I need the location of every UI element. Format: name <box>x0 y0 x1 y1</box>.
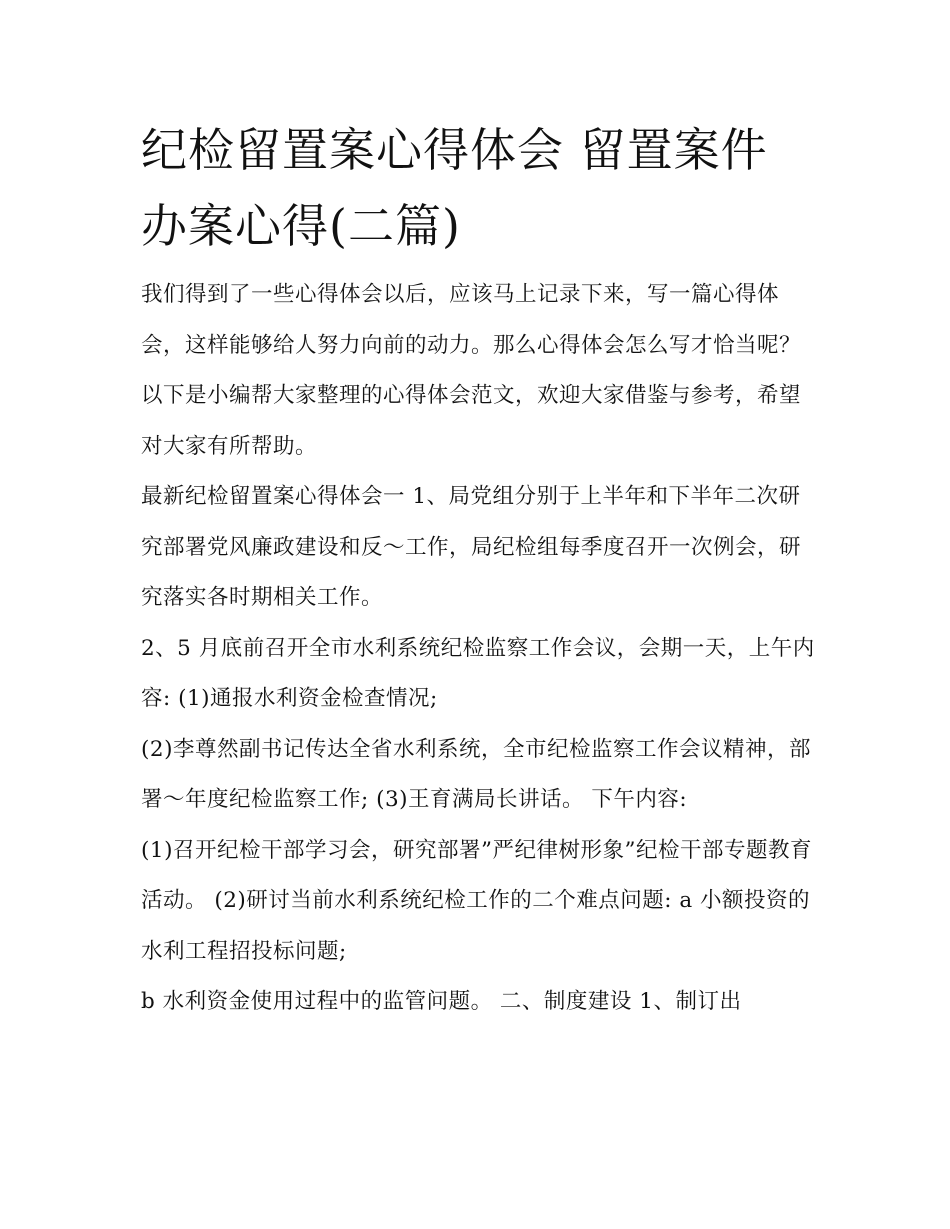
paragraph-afternoon-agenda: (1)召开纪检干部学习会，研究部署”严纪律树形象”纪检干部专题教育活动。 (2)研讨当前水利系统纪检工作的二个难点问题: a 小额投资的水利工程招投标问题; <box>141 837 812 964</box>
paragraph-intro: 我们得到了一些心得体会以后，应该马上记录下来，写一篇心得体会，这样能够给人努力向前的动力。那么心得体会怎么写才恰当呢？以下是小编帮大家整理的心得体会范文，欢迎大家借鉴与参考，希望对大家有所帮助。 <box>141 282 802 459</box>
title-line-1: 纪检留置案心得体会 留置案件 <box>141 123 768 177</box>
paragraph-item-2: 2、5 月底前召开全市水利系统纪检监察工作会议，会期一天，上午内容: (1)通报水利资金检查情况; <box>141 635 815 711</box>
title-line-2: 办案心得(二篇) <box>141 199 461 253</box>
paragraph-section-2-start: b 水利资金使用过程中的监管问题。 二、制度建设 1、制订出 <box>141 989 742 1014</box>
paragraph-section-1-item-1: 最新纪检留置案心得体会一 1、局党组分别于上半年和下半年二次研究部署党风廉政建设和反～工作，局纪检组每季度召开一次例会，研究落实各时期相关工作。 <box>141 484 802 610</box>
paragraph-item-2-continued: (2)李尊然副书记传达全省水利系统，全市纪检监察工作会议精神，部署～年度纪检监察工作; (3)王育满局长讲话。 下午内容: <box>141 736 811 812</box>
document-title <box>141 112 821 264</box>
document-body <box>141 112 821 1028</box>
